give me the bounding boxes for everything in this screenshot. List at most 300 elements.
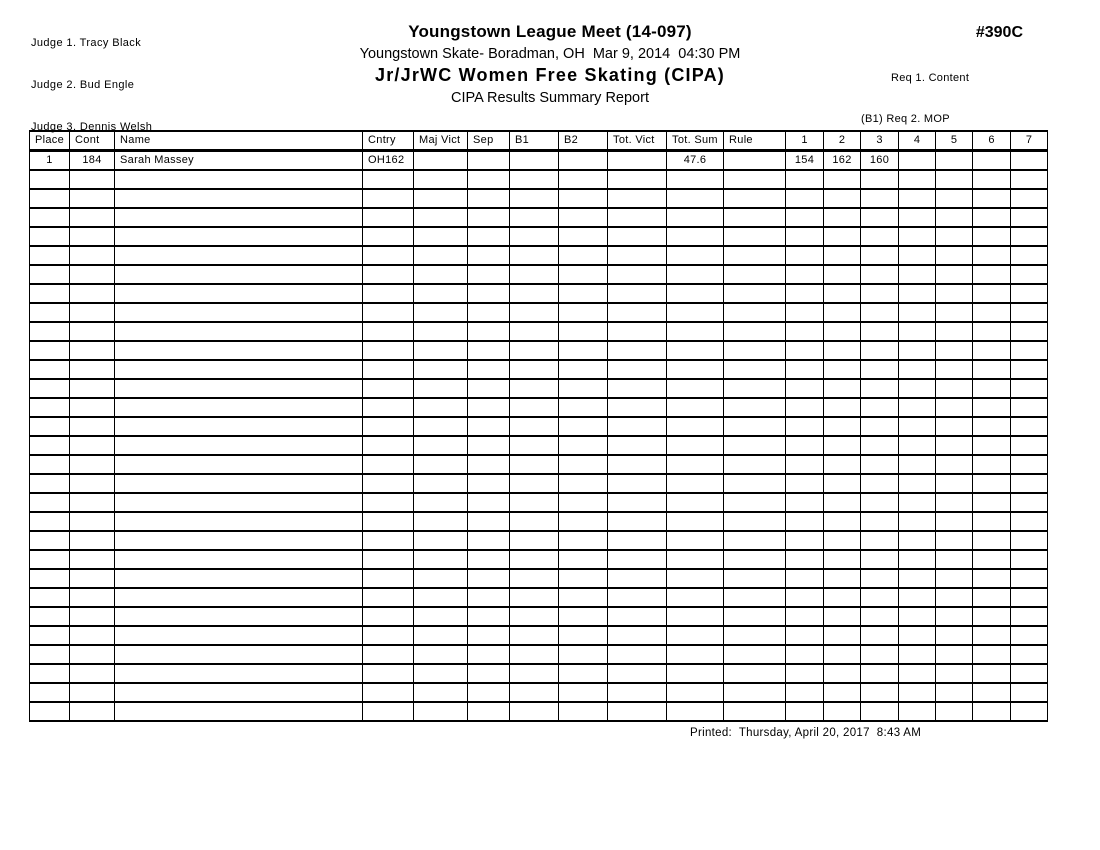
cell-maj_vict xyxy=(414,417,468,436)
cell-c2 xyxy=(824,189,861,208)
cell-cont xyxy=(70,246,115,265)
empty-row xyxy=(30,341,1048,360)
cell-c7 xyxy=(1011,170,1048,189)
cell-c7 xyxy=(1011,550,1048,569)
cell-tot_vict xyxy=(608,151,667,171)
cell-tot_vict xyxy=(608,531,667,550)
cell-c5 xyxy=(936,493,973,512)
empty-row xyxy=(30,303,1048,322)
cell-c7 xyxy=(1011,455,1048,474)
cell-c6 xyxy=(973,702,1011,721)
cell-b2 xyxy=(559,284,608,303)
cell-sep xyxy=(468,626,510,645)
cell-cntry xyxy=(363,170,414,189)
cell-c5 xyxy=(936,398,973,417)
cell-c1 xyxy=(786,455,824,474)
cell-b1 xyxy=(510,664,559,683)
cell-b1 xyxy=(510,322,559,341)
cell-name xyxy=(115,303,363,322)
cell-maj_vict xyxy=(414,493,468,512)
empty-row xyxy=(30,645,1048,664)
empty-row xyxy=(30,550,1048,569)
cell-c6 xyxy=(973,436,1011,455)
cell-c7 xyxy=(1011,493,1048,512)
cell-place xyxy=(30,322,70,341)
cell-cntry xyxy=(363,645,414,664)
cell-maj_vict xyxy=(414,683,468,702)
cell-c2 xyxy=(824,607,861,626)
cell-sep xyxy=(468,683,510,702)
cell-name xyxy=(115,417,363,436)
cell-b2 xyxy=(559,436,608,455)
cell-cntry xyxy=(363,208,414,227)
cell-maj_vict xyxy=(414,379,468,398)
cell-tot_vict xyxy=(608,550,667,569)
col-header-sep: Sep xyxy=(468,131,510,151)
cell-cntry xyxy=(363,683,414,702)
cell-b2 xyxy=(559,474,608,493)
cell-c5 xyxy=(936,550,973,569)
cell-sep xyxy=(468,607,510,626)
cell-c2 xyxy=(824,341,861,360)
cell-c5 xyxy=(936,151,973,171)
cell-rule xyxy=(724,170,786,189)
cell-c4 xyxy=(899,531,936,550)
cell-c3 xyxy=(861,284,899,303)
cell-tot_sum xyxy=(667,265,724,284)
cell-b1 xyxy=(510,436,559,455)
cell-tot_vict xyxy=(608,474,667,493)
cell-tot_sum xyxy=(667,455,724,474)
cell-c1 xyxy=(786,284,824,303)
cell-c1 xyxy=(786,474,824,493)
cell-place xyxy=(30,417,70,436)
cell-name xyxy=(115,379,363,398)
cell-b1 xyxy=(510,208,559,227)
cell-cntry xyxy=(363,189,414,208)
cell-cntry xyxy=(363,474,414,493)
cell-name xyxy=(115,493,363,512)
col-header-c7: 7 xyxy=(1011,131,1048,151)
cell-b2 xyxy=(559,341,608,360)
cell-cntry xyxy=(363,303,414,322)
cell-tot_sum xyxy=(667,322,724,341)
cell-cont xyxy=(70,189,115,208)
empty-row xyxy=(30,322,1048,341)
cell-c2 xyxy=(824,170,861,189)
cell-c3 xyxy=(861,474,899,493)
cell-b1 xyxy=(510,550,559,569)
cell-place xyxy=(30,360,70,379)
cell-maj_vict xyxy=(414,398,468,417)
cell-c7 xyxy=(1011,398,1048,417)
cell-tot_sum xyxy=(667,569,724,588)
cell-name xyxy=(115,645,363,664)
judge-line-2: Judge 2. Bud Engle xyxy=(31,79,135,91)
col-header-c2: 2 xyxy=(824,131,861,151)
cell-name xyxy=(115,512,363,531)
cell-sep xyxy=(468,474,510,493)
cell-b2 xyxy=(559,265,608,284)
cell-c2 xyxy=(824,645,861,664)
cell-place xyxy=(30,379,70,398)
cell-tot_vict xyxy=(608,436,667,455)
cell-c7 xyxy=(1011,531,1048,550)
cell-place xyxy=(30,550,70,569)
cell-c6 xyxy=(973,360,1011,379)
cell-sep xyxy=(468,189,510,208)
cell-c1 xyxy=(786,683,824,702)
cell-c4 xyxy=(899,455,936,474)
cell-c2 xyxy=(824,417,861,436)
cell-c6 xyxy=(973,531,1011,550)
cell-b2 xyxy=(559,645,608,664)
cell-c4 xyxy=(899,284,936,303)
cell-cntry xyxy=(363,569,414,588)
cell-tot_vict xyxy=(608,664,667,683)
cell-sep xyxy=(468,303,510,322)
cell-tot_vict xyxy=(608,360,667,379)
cell-place xyxy=(30,664,70,683)
cell-c6 xyxy=(973,626,1011,645)
cell-maj_vict xyxy=(414,455,468,474)
cell-cntry xyxy=(363,531,414,550)
cell-c5 xyxy=(936,246,973,265)
cell-c2 xyxy=(824,588,861,607)
cell-cntry xyxy=(363,322,414,341)
empty-row xyxy=(30,170,1048,189)
cell-c3 xyxy=(861,398,899,417)
cell-name xyxy=(115,265,363,284)
cell-cntry xyxy=(363,398,414,417)
cell-c1 xyxy=(786,398,824,417)
cell-b1 xyxy=(510,493,559,512)
cell-c5 xyxy=(936,170,973,189)
cell-maj_vict xyxy=(414,626,468,645)
cell-tot_vict xyxy=(608,588,667,607)
cell-c1 xyxy=(786,664,824,683)
result-row xyxy=(30,151,1048,171)
cell-maj_vict xyxy=(414,303,468,322)
cell-cntry xyxy=(363,379,414,398)
cell-c1 xyxy=(786,626,824,645)
cell-sep xyxy=(468,493,510,512)
cell-c2 xyxy=(824,664,861,683)
cell-c7 xyxy=(1011,417,1048,436)
cell-c5 xyxy=(936,265,973,284)
empty-row xyxy=(30,398,1048,417)
cell-c2 xyxy=(824,512,861,531)
cell-c7 xyxy=(1011,702,1048,721)
cell-c2 xyxy=(824,683,861,702)
empty-row xyxy=(30,493,1048,512)
cell-c5 xyxy=(936,360,973,379)
cell-tot_sum xyxy=(667,360,724,379)
cell-c1 xyxy=(786,341,824,360)
cell-tot_vict xyxy=(608,170,667,189)
cell-b2 xyxy=(559,664,608,683)
cell-cont xyxy=(70,436,115,455)
cell-name xyxy=(115,284,363,303)
empty-row xyxy=(30,265,1048,284)
cell-c5 xyxy=(936,379,973,398)
cell-c7 xyxy=(1011,208,1048,227)
cell-b1 xyxy=(510,417,559,436)
cell-c1 xyxy=(786,360,824,379)
cell-b2 xyxy=(559,379,608,398)
empty-row xyxy=(30,702,1048,721)
cell-c1 xyxy=(786,227,824,246)
col-header-cntry: Cntry xyxy=(363,131,414,151)
cell-name xyxy=(115,683,363,702)
cell-maj_vict xyxy=(414,588,468,607)
cell-c4 xyxy=(899,512,936,531)
cell-c1 xyxy=(786,189,824,208)
cell-c1 xyxy=(786,379,824,398)
cell-name xyxy=(115,341,363,360)
cell-rule xyxy=(724,303,786,322)
cell-c5 xyxy=(936,455,973,474)
cell-c2 xyxy=(824,360,861,379)
cell-c2 xyxy=(824,398,861,417)
cell-c5 xyxy=(936,303,973,322)
cell-b2 xyxy=(559,208,608,227)
cell-name xyxy=(115,208,363,227)
cell-place xyxy=(30,227,70,246)
cell-place xyxy=(30,626,70,645)
cell-c7 xyxy=(1011,246,1048,265)
cell-c1 xyxy=(786,550,824,569)
cell-c3 xyxy=(861,170,899,189)
cell-cont xyxy=(70,550,115,569)
cell-c7 xyxy=(1011,265,1048,284)
cell-b1 xyxy=(510,531,559,550)
col-header-c4: 4 xyxy=(899,131,936,151)
cell-c3 xyxy=(861,360,899,379)
cell-c6 xyxy=(973,341,1011,360)
cell-c3 xyxy=(861,417,899,436)
cell-c6 xyxy=(973,664,1011,683)
cell-c2 xyxy=(824,227,861,246)
col-header-c1: 1 xyxy=(786,131,824,151)
cell-c7 xyxy=(1011,189,1048,208)
col-header-name: Name xyxy=(115,131,363,151)
cell-c6 xyxy=(973,569,1011,588)
cell-c2 xyxy=(824,303,861,322)
cell-cntry xyxy=(363,626,414,645)
empty-row xyxy=(30,607,1048,626)
cell-b2 xyxy=(559,417,608,436)
cell-tot_sum xyxy=(667,227,724,246)
cell-tot_vict xyxy=(608,626,667,645)
report-subtitle: CIPA Results Summary Report xyxy=(451,90,649,106)
cell-place xyxy=(30,493,70,512)
cell-place xyxy=(30,645,70,664)
cell-sep xyxy=(468,227,510,246)
cell-name xyxy=(115,474,363,493)
cell-b1 xyxy=(510,284,559,303)
cell-sep xyxy=(468,417,510,436)
cell-tot_vict xyxy=(608,683,667,702)
cell-c6 xyxy=(973,493,1011,512)
empty-row xyxy=(30,208,1048,227)
cell-cont xyxy=(70,607,115,626)
cell-b2 xyxy=(559,360,608,379)
cell-place xyxy=(30,455,70,474)
requirement-2: (B1) Req 2. MOP xyxy=(861,112,950,125)
cell-sep xyxy=(468,702,510,721)
cell-c6 xyxy=(973,474,1011,493)
cell-c3 xyxy=(861,208,899,227)
cell-cont xyxy=(70,702,115,721)
cell-cont xyxy=(70,683,115,702)
cell-tot_vict xyxy=(608,322,667,341)
empty-row xyxy=(30,246,1048,265)
cell-b2 xyxy=(559,569,608,588)
cell-place xyxy=(30,702,70,721)
cell-c3 xyxy=(861,265,899,284)
cell-c4 xyxy=(899,227,936,246)
event-code: #390C xyxy=(975,24,1023,41)
cell-tot_sum xyxy=(667,341,724,360)
cell-sep xyxy=(468,398,510,417)
cell-c1 xyxy=(786,436,824,455)
cell-b1 xyxy=(510,246,559,265)
cell-c5 xyxy=(936,702,973,721)
cell-c6 xyxy=(973,189,1011,208)
cell-c4 xyxy=(899,664,936,683)
cell-tot_vict xyxy=(608,493,667,512)
col-header-tot_sum: Tot. Sum xyxy=(667,131,724,151)
cell-c2 xyxy=(824,246,861,265)
cell-tot_sum xyxy=(667,683,724,702)
cell-c6 xyxy=(973,379,1011,398)
cell-c5 xyxy=(936,227,973,246)
cell-c7 xyxy=(1011,341,1048,360)
cell-tot_sum xyxy=(667,588,724,607)
cell-tot_sum xyxy=(667,303,724,322)
cell-name xyxy=(115,246,363,265)
cell-sep xyxy=(468,208,510,227)
cell-c7 xyxy=(1011,664,1048,683)
cell-b2 xyxy=(559,626,608,645)
cell-c2 xyxy=(824,474,861,493)
cell-tot_vict xyxy=(608,398,667,417)
cell-c2 xyxy=(824,265,861,284)
cell-sep xyxy=(468,531,510,550)
cell-c4 xyxy=(899,208,936,227)
cell-c3 xyxy=(861,493,899,512)
cell-cont xyxy=(70,531,115,550)
cell-c3: 160 xyxy=(861,151,899,171)
cell-c6 xyxy=(973,265,1011,284)
empty-row xyxy=(30,512,1048,531)
cell-c6 xyxy=(973,512,1011,531)
cell-c5 xyxy=(936,341,973,360)
header-row xyxy=(30,131,1048,151)
cell-cntry xyxy=(363,455,414,474)
judge-line-1: Judge 1. Tracy Black xyxy=(31,37,142,49)
cell-cntry xyxy=(363,417,414,436)
cell-b1 xyxy=(510,702,559,721)
cell-c3 xyxy=(861,322,899,341)
cell-sep xyxy=(468,512,510,531)
cell-c6 xyxy=(973,284,1011,303)
cell-maj_vict xyxy=(414,512,468,531)
cell-c7 xyxy=(1011,436,1048,455)
cell-c6 xyxy=(973,417,1011,436)
cell-name xyxy=(115,664,363,683)
cell-b1 xyxy=(510,474,559,493)
cell-c7 xyxy=(1011,151,1048,171)
cell-maj_vict xyxy=(414,151,468,171)
cell-b1 xyxy=(510,379,559,398)
cell-tot_sum xyxy=(667,398,724,417)
cell-b1 xyxy=(510,455,559,474)
printed-timestamp: Printed: Thursday, April 20, 2017 8:43 AM xyxy=(690,727,922,739)
cell-place xyxy=(30,284,70,303)
cell-c2 xyxy=(824,626,861,645)
cell-name xyxy=(115,360,363,379)
cell-sep xyxy=(468,341,510,360)
cell-tot_sum xyxy=(667,474,724,493)
cell-cntry xyxy=(363,246,414,265)
cell-c5 xyxy=(936,588,973,607)
cell-sep xyxy=(468,265,510,284)
cell-rule xyxy=(724,512,786,531)
cell-b1 xyxy=(510,360,559,379)
cell-c1 xyxy=(786,493,824,512)
empty-row xyxy=(30,379,1048,398)
cell-cntry xyxy=(363,265,414,284)
cell-place xyxy=(30,246,70,265)
cell-tot_vict xyxy=(608,417,667,436)
cell-b2 xyxy=(559,455,608,474)
cell-c1 xyxy=(786,588,824,607)
cell-c3 xyxy=(861,436,899,455)
cell-c1 xyxy=(786,645,824,664)
cell-tot_vict xyxy=(608,455,667,474)
cell-cont xyxy=(70,341,115,360)
cell-cont xyxy=(70,588,115,607)
cell-c6 xyxy=(973,398,1011,417)
cell-rule xyxy=(724,322,786,341)
cell-c7 xyxy=(1011,284,1048,303)
cell-place: 1 xyxy=(30,151,70,171)
col-header-c6: 6 xyxy=(973,131,1011,151)
cell-sep xyxy=(468,664,510,683)
cell-c6 xyxy=(973,588,1011,607)
cell-cont xyxy=(70,360,115,379)
requirements-block xyxy=(861,45,969,140)
cell-c7 xyxy=(1011,645,1048,664)
cell-name: Sarah Massey xyxy=(115,151,363,171)
cell-maj_vict xyxy=(414,436,468,455)
cell-c2 xyxy=(824,379,861,398)
cell-b2 xyxy=(559,702,608,721)
cell-rule xyxy=(724,379,786,398)
cell-maj_vict xyxy=(414,227,468,246)
col-header-rule: Rule xyxy=(724,131,786,151)
cell-c7 xyxy=(1011,303,1048,322)
cell-maj_vict xyxy=(414,170,468,189)
cell-c5 xyxy=(936,683,973,702)
cell-c1 xyxy=(786,322,824,341)
cell-b1 xyxy=(510,683,559,702)
cell-c1 xyxy=(786,569,824,588)
cell-b1 xyxy=(510,265,559,284)
cell-maj_vict xyxy=(414,322,468,341)
